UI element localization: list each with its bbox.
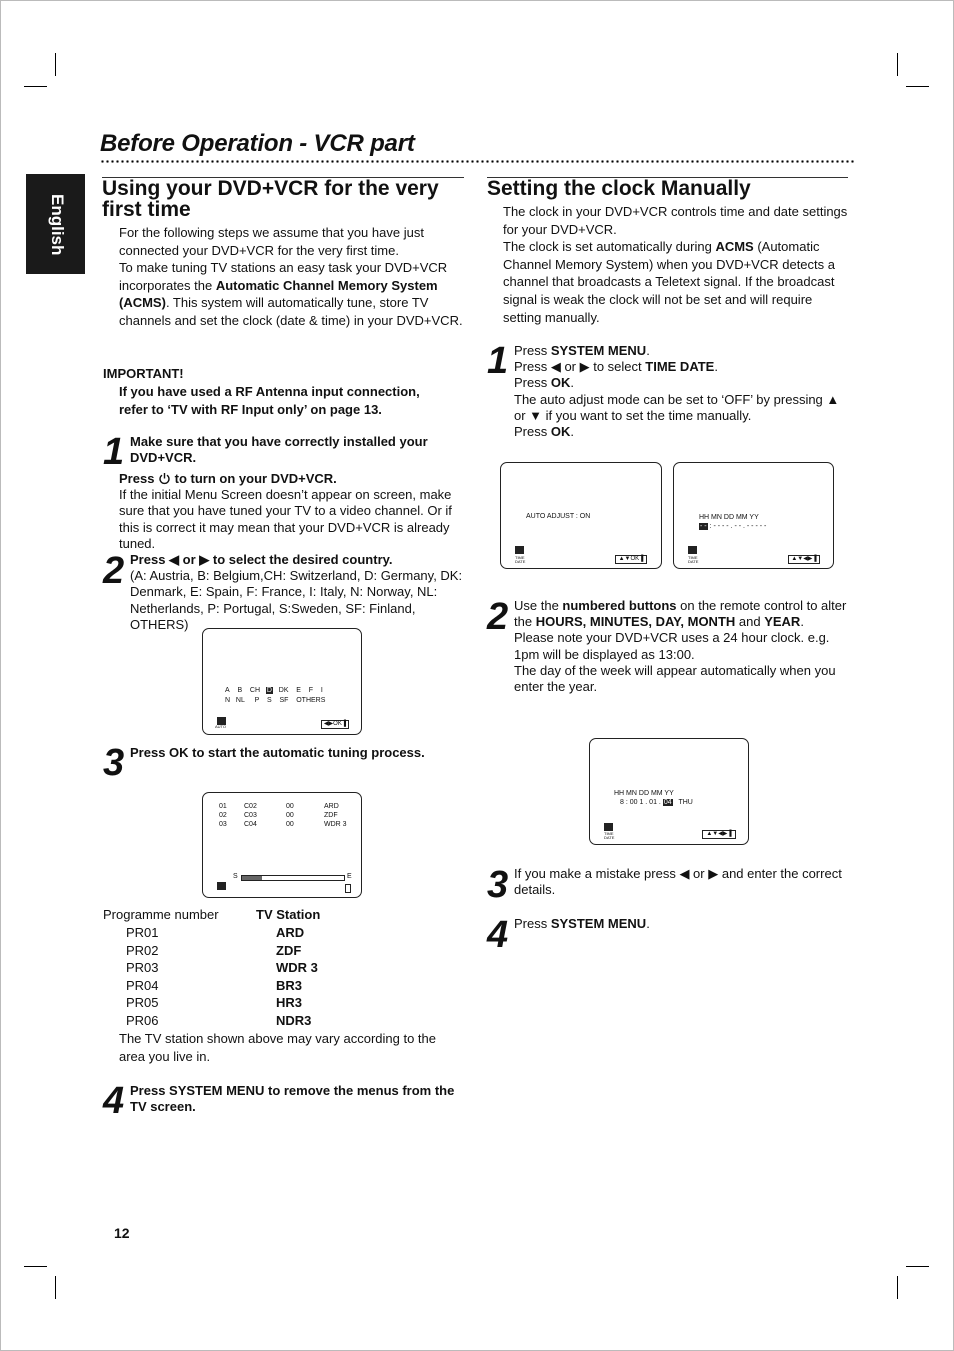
country-code: N (225, 697, 231, 704)
time-fields-values (620, 798, 693, 807)
station-name: ARD (276, 925, 305, 940)
time-fields-values (699, 522, 766, 531)
step-2-body (130, 552, 464, 633)
system-menu-term: SYSTEM MENU (550, 343, 647, 358)
step-number: 4 (487, 914, 509, 956)
text: . (714, 359, 718, 375)
country-code: P (254, 697, 260, 704)
text: Press ◀ or ▶ to select (514, 359, 646, 375)
step-number: 1 (487, 340, 509, 382)
step-3-bold: Press OK to start the automatic tuning process. (130, 745, 425, 760)
country-code: I (320, 687, 323, 694)
tuning-cell: C03 (244, 812, 257, 819)
tuning-cell: 01 (219, 803, 227, 810)
step-number: 2 (487, 596, 509, 638)
text: on the remote control to alter the (514, 598, 847, 630)
time-fields-header: HH MN DD MM YY (699, 514, 759, 521)
step-1-press-line (119, 471, 465, 487)
icon-label: TIME DATE (515, 555, 526, 564)
country-code: F (308, 687, 314, 694)
system-menu-term: SYSTEM MENU (550, 916, 647, 931)
section-heading-first-time: Using your DVD+VCR for the very first time (102, 177, 439, 221)
tuning-row (219, 811, 338, 820)
acms-term: ACMS (715, 239, 754, 255)
important-text: If you have used a RF Antenna input connection, refer to ‘TV with RF Input only’ on page 13. (119, 384, 420, 417)
crop-mark (55, 53, 56, 76)
country-code: NL (235, 697, 245, 704)
step-1-text: If the initial Menu Screen doesn’t appear on screen, make sure that you have tuned your TV to a video channel. Or if this is correct it may mean that your DVD+VCR is already tuned. (119, 487, 452, 551)
crop-mark (906, 86, 929, 87)
station-name: NDR3 (276, 1012, 312, 1028)
country-code: B (237, 687, 243, 694)
step-number: 3 (487, 864, 509, 906)
power-icon (158, 472, 171, 485)
icon-label: TIME DATE (604, 831, 615, 840)
step-number: 4 (103, 1080, 125, 1122)
time-values: 8 : 00 1 . 01 . (620, 799, 661, 806)
tuning-cell: 00 (286, 821, 294, 828)
tuning-progress-bar (241, 875, 345, 881)
progress-start-label: S (233, 873, 238, 880)
step-1-bold: Make sure that you have correctly installed your DVD+VCR. (130, 434, 428, 466)
station-name: BR3 (276, 977, 303, 993)
clock-intro-1: The clock in your DVD+VCR controls time and date settings for your DVD+VCR. (503, 204, 848, 237)
country-code: DK (278, 687, 289, 694)
auto-adjust-text: AUTO ADJUST : ON (526, 513, 591, 520)
tv-screen-tuning (202, 792, 362, 898)
screen-nav-hint: ▲▼OK▐ (615, 555, 647, 564)
text: Press (514, 375, 551, 391)
step-number: 3 (103, 742, 125, 784)
page-number: 12 (114, 1225, 130, 1241)
country-code: E (296, 687, 301, 694)
intro-text-2c: . This system will automatically tune, store TV channels and set the clock (date & time) in your DVD+VCR. (119, 295, 463, 328)
text: . (800, 614, 804, 630)
clock-step-3-text: If you make a mistake press ◀ or ▶ and enter the correct details. (514, 866, 842, 898)
tv-screen-auto-adjust (500, 462, 662, 569)
tuning-cell: 00 (286, 803, 294, 810)
clock-tv-icon (515, 546, 524, 554)
clock-step-4-text (514, 916, 650, 932)
tv-screen-time-set (589, 738, 749, 845)
clock-intro-2a: The clock is set automatically during (503, 239, 716, 255)
tv-screen-country-select (202, 628, 362, 735)
crop-mark (55, 1276, 56, 1299)
ok-term: OK (550, 375, 571, 391)
text: . (570, 375, 574, 391)
text: Press (514, 916, 551, 931)
clock-step-1-line-3 (514, 375, 848, 391)
screen-nav-hint: ◀▶OK▐ (321, 720, 349, 729)
important-label: IMPORTANT! (103, 366, 184, 381)
crop-mark (906, 1266, 929, 1267)
weekday: THU (678, 799, 693, 806)
programme-list (126, 924, 159, 1030)
tuning-cell: C02 (244, 803, 257, 810)
programme-number: PR05 (126, 995, 159, 1011)
station-name: ZDF (276, 942, 302, 958)
tuning-cell: ARD (324, 803, 339, 810)
station-list (276, 924, 318, 1030)
intro-text-2a: To make tuning TV stations an easy task your DVD+VCR incorporates the (119, 260, 448, 293)
programme-number: PR02 (126, 942, 159, 958)
icon-label: TIME DATE (688, 555, 699, 564)
country-code: S (267, 697, 272, 704)
year-term: YEAR (764, 614, 801, 630)
clock-intro-2 (503, 238, 849, 326)
tuning-cell: ZDF (324, 812, 338, 819)
country-code: CH (249, 687, 261, 694)
text: and (735, 614, 765, 630)
tv-screen-time-blank (673, 462, 834, 569)
language-tab (26, 174, 85, 274)
tuning-cell: WDR 3 (324, 821, 347, 828)
step-4-bold: Press SYSTEM MENU to remove the menus from the TV screen. (130, 1083, 455, 1115)
title-dotted-rule (100, 159, 856, 164)
clock-step-1-line-2 (514, 359, 848, 375)
tuning-row (219, 802, 339, 811)
tuning-cell: C04 (244, 821, 257, 828)
fields-term: HOURS, MINUTES, DAY, MONTH (535, 614, 736, 630)
intro-paragraph (119, 224, 465, 330)
time-date-term: TIME DATE (645, 359, 715, 375)
clock-step-2-line-1 (514, 598, 848, 630)
crop-mark (897, 53, 898, 76)
icon-label: AUTO (215, 724, 227, 729)
step-number: 1 (103, 431, 125, 473)
text: . (646, 916, 650, 931)
clock-tv-icon (688, 546, 697, 554)
page-title: Before Operation - VCR part (100, 130, 415, 157)
ok-term: OK (550, 424, 571, 440)
text: Press (514, 343, 551, 358)
crop-mark (24, 1266, 47, 1267)
acms-term: Automatic Channel Memory System (ACMS) (119, 277, 438, 311)
country-row-1 (225, 686, 323, 695)
clock-step-1-line-5 (514, 424, 848, 440)
crop-mark (897, 1276, 898, 1299)
tuning-tv-icon (217, 882, 226, 890)
tuning-row (219, 820, 347, 829)
time-fields-blank: : - - - - . - - . - - - - - (709, 523, 767, 530)
country-code: OTHERS (296, 697, 326, 704)
text: . (646, 343, 650, 358)
country-row-2 (225, 696, 325, 705)
intro-text-2 (119, 259, 465, 329)
tuning-progress-fill (242, 876, 262, 880)
screen-nav-hint: ▲▼◀▶▐ (702, 830, 736, 839)
clock-step-1-line-4: The auto adjust mode can be set to ‘OFF’ by pressing ▲ or ▼ if you want to set the time manually. (514, 391, 840, 423)
text: Press (514, 424, 551, 440)
step-1-press-b: to turn on your DVD+VCR. (171, 471, 337, 486)
screen-nav-hint: ▲▼◀▶▐ (788, 555, 820, 564)
language-tab-label: English (48, 194, 67, 256)
crop-mark (24, 86, 47, 87)
progress-end-label: E (347, 873, 352, 880)
country-code-selected: D (266, 687, 272, 694)
programme-number: PR04 (126, 977, 159, 993)
clock-tv-icon (604, 823, 613, 831)
tuning-cell: 02 (219, 812, 227, 819)
programme-number: PR06 (126, 1012, 159, 1028)
clock-step-1-line-1 (514, 343, 848, 359)
text: Use the (514, 598, 563, 613)
station-name: HR3 (276, 995, 303, 1011)
step-1-body (119, 471, 465, 552)
clock-intro (503, 203, 849, 326)
tuning-cell: 00 (286, 812, 294, 819)
step-number: 2 (103, 550, 125, 592)
programme-number-header: Programme number (103, 907, 219, 922)
programme-number: PR03 (126, 960, 159, 976)
programme-number: PR01 (126, 925, 159, 940)
step-2-text: (A: Austria, B: Belgium,CH: Switzerland, D: Germany, DK: Denmark, E: Spain, F: France, I: Italy, N: Norway, NL: Netherlands, P: Portugal, S:Sweden, SF: Finland, OTHERS) (130, 568, 463, 632)
tv-station-header: TV Station (256, 907, 321, 922)
time-cursor: - - (700, 523, 707, 530)
country-code: A (225, 687, 230, 694)
tuning-cell: 03 (219, 821, 227, 828)
text: . (570, 424, 574, 440)
country-code: SF (279, 697, 289, 704)
clock-intro-2c: (Automatic Channel Memory System) when you DVD+VCR detects a channel that broadcasts a Teletext signal. If the broadcast signal is weak the clock will not be set and will require setting manually. (503, 239, 835, 325)
clock-step-2-line-3: The day of the week will appear automatically when you enter the year. (514, 662, 836, 695)
time-fields-header: HH MN DD MM YY (614, 790, 674, 797)
numbered-buttons-term: numbered buttons (562, 598, 677, 613)
intro-text-1: For the following steps we assume that you have just connected your DVD+VCR for the very first time. (119, 225, 424, 258)
year-field-selected: 04 (663, 799, 672, 806)
section-heading-clock: Setting the clock Manually (487, 177, 751, 200)
clock-step-1-body (514, 343, 848, 440)
station-note: The TV station shown above may vary according to the area you live in. (119, 1031, 436, 1064)
step-2-bold: Press ◀ or ▶ to select the desired country. (130, 552, 393, 567)
clock-step-2-line-2: Please note your DVD+VCR uses a 24 hour clock. e.g. 1pm will be displayed as 13:00. (514, 630, 830, 662)
station-name: WDR 3 (276, 960, 318, 976)
clock-step-2-body (514, 598, 848, 695)
step-1-press-a: Press (119, 471, 159, 486)
screen-nav-end (345, 884, 351, 893)
